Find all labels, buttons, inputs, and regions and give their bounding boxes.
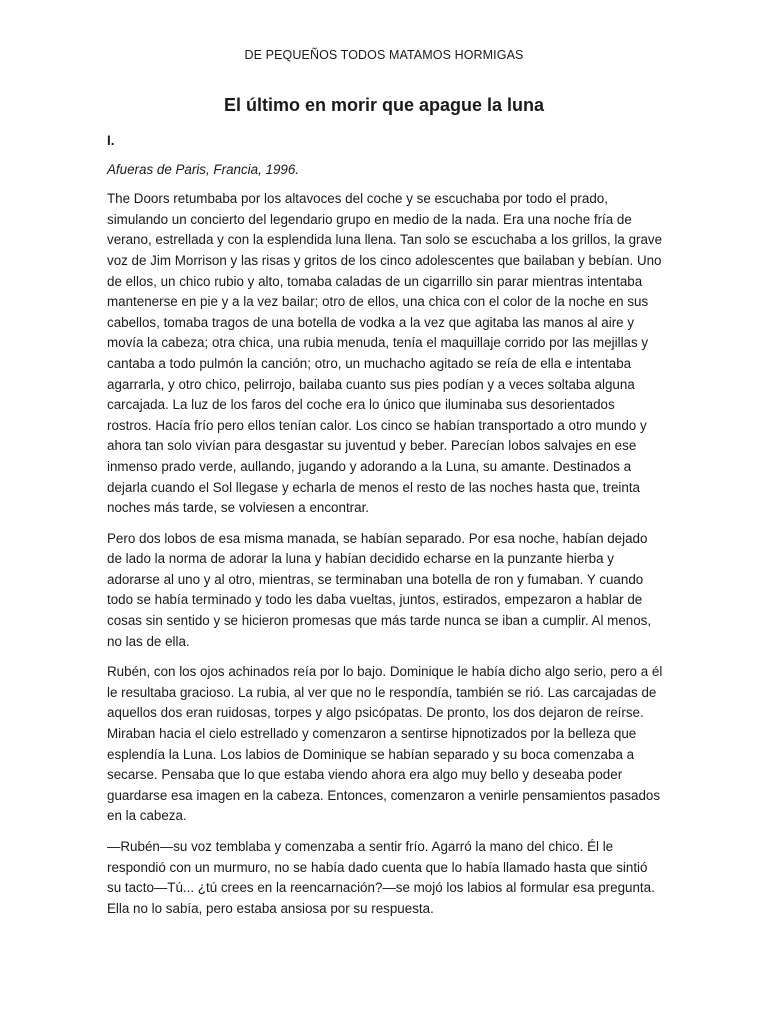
document-body bbox=[107, 131, 663, 929]
paragraph: —Rubén—su voz temblaba y comenzaba a sentir frío. Agarró la mano del chico. Él le respondió con un murmuro, no se había dado cuenta que lo había llamado hasta que sintió su tacto—Tú... ¿tú crees en la reencarnación?—se mojó los labios al formular esa pregunta. Ella no lo sabía, pero estaba ansiosa por su respuesta. bbox=[107, 839, 655, 916]
paragraph: Pero dos lobos de esa misma manada, se habían separado. Por esa noche, habían dejado de lado la norma de adorar la luna y habían decidido echarse en la punzante hierba y adorarse al uno y al otro, mientras, se terminaban una botella de ron y fumaban. Y cuando todo se había terminado y todo les daba vueltas, juntos, estirados, empezaron a hablar de cosas sin sentido y se hicieron promesas que más tarde nunca se iban a cumplir. Al menos, no las de ella. bbox=[107, 530, 652, 649]
paragraph: The Doors retumbaba por los altavoces del coche y se escuchaba por todo el prado, simulando un concierto del legendario grupo en medio de la nada. Era una noche fría de verano, estrellada y con la esplendida luna llena. Tan solo se escuchaba a los grillos, la grave voz de Jim Morrison y las risas y gritos de los cinco adolescentes que bailaban y bebían. Uno de ellos, un chico rubio y alto, tomaba caladas de un cigarrillo sin parar mientras intentaba mantenerse en pie y a la vez bailar; otro de ellos, una chica con el color de la noche en sus cabellos, tomaba tragos de una botella de vodka a la vez que agitaba las manos al aire y movía la cabeza; otra chica, una rubia menuda, tenía el maquillaje corrido por las mejillas y cantaba a todo pulmón la canción; otro, un muchacho agitado se reía de ella e intentaba agarrarla, y otro chico, pelirrojo, bailaba cuanto sus pies podían y a veces soltaba alguna carcajada. La luz de los faros del coche era lo único que iluminaba sus desorientados rostros. Hacía frío pero ellos tenían calor. Los cinco se habían transportado a otro mundo y ahora tan solo vivían para desgastar su juventud y beber. Parecían lobos salvajes en ese inmenso prado verde, aullando, jugando y adorando a la Luna, su amante. Destinados a dejarla cuando el Sol llegase y echarla de menos el resto de las noches hasta que, treinta noches más tarde, se volviesen a encontrar. bbox=[107, 191, 663, 516]
section-number: I. bbox=[107, 133, 115, 148]
dateline: Afueras de Paris, Francia, 1996. bbox=[107, 161, 300, 177]
running-header: DE PEQUEÑOS TODOS MATAMOS HORMIGAS bbox=[244, 48, 524, 62]
paragraph: Rubén, con los ojos achinados reía por lo bajo. Dominique le había dicho algo serio, pero a él le resultaba gracioso. La rubia, al ver que no le respondía, también se rió. Las carcajadas de aquellos dos eran ruidosas, torpes y algo psicópatas. De pronto, los dos dejaron de reírse. Miraban hacia el cielo estrellado y comenzaron a sentirse hipnotizados por la belleza que esplendía la Luna. Los labios de Dominique se habían separado y su boca comenzaba a secarse. Pensaba que lo que estaba viendo ahora era algo muy bello y deseaba poder guardarse esa imagen en la cabeza. Entonces, comenzaron a venirle pensamientos pasados en la cabeza. bbox=[107, 664, 663, 824]
chapter-title: El último en morir que apague la luna bbox=[223, 95, 545, 115]
